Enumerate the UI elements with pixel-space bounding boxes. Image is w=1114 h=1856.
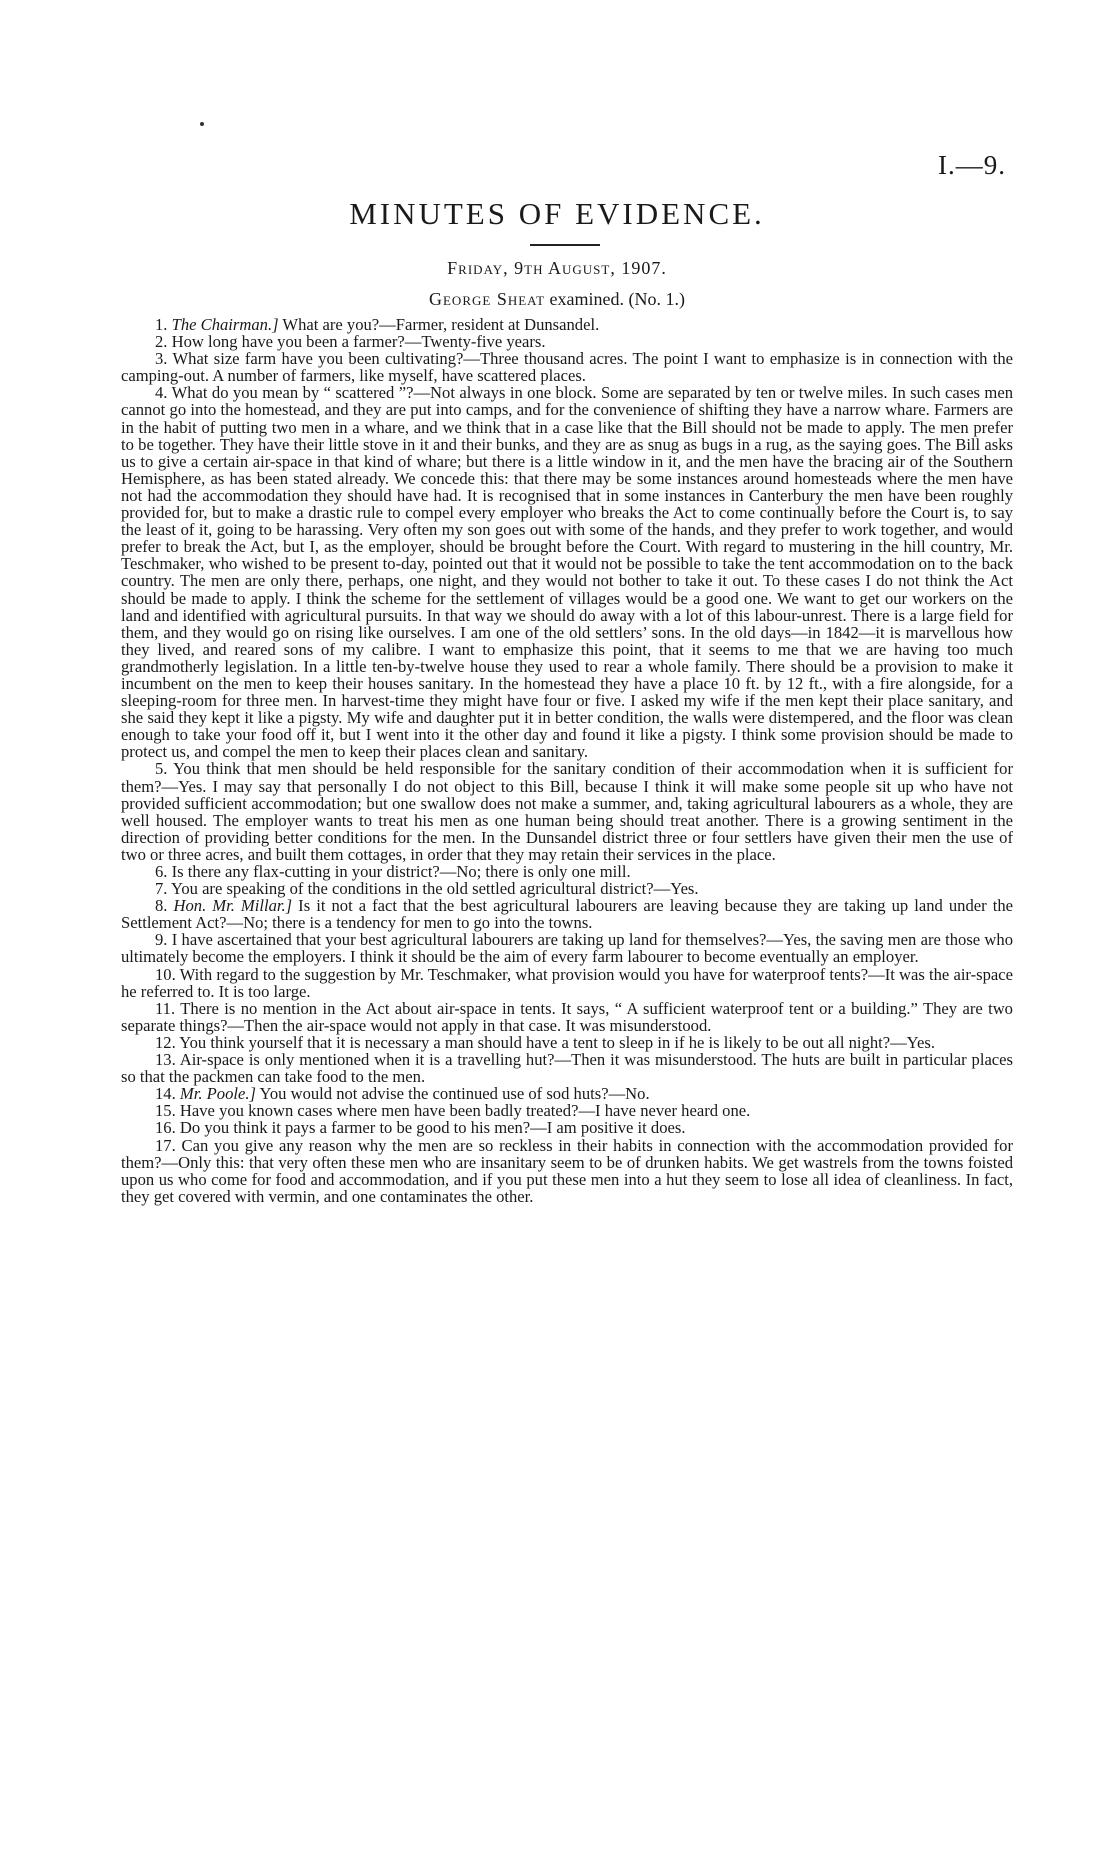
question-paragraph bbox=[121, 863, 1013, 880]
page-reference: I.—9. bbox=[938, 150, 1006, 180]
question-text: There is no mention in the Act about air-space in tents. It says, “ A sufficient waterproof tent or a building.” They are two separate things?—Then the air-space would not apply in that case. It was misunderstood. bbox=[121, 998, 1013, 1035]
question-number: 17. bbox=[155, 1135, 176, 1155]
question-paragraph bbox=[121, 760, 1013, 863]
question-paragraph bbox=[121, 1119, 1013, 1136]
question-paragraph bbox=[121, 1085, 1013, 1102]
question-number: 1. bbox=[155, 315, 168, 334]
witness-name: George Sheat bbox=[428, 289, 546, 309]
speaker-name: Mr. Poole.] bbox=[179, 1084, 256, 1104]
print-speck bbox=[200, 122, 204, 126]
question-number: 2. bbox=[155, 332, 168, 352]
question-text: How long have you been a farmer?—Twenty-five years. bbox=[171, 332, 546, 352]
question-text: Can you give any reason why the men are so reckless in their habits in connection with the accommodation provided for them?—Only this: that very often these men who are insanitary seem to be of drunken habits. We get wastrels from the towns foisted upon us who come for food and accommodation, and if you put these men into a hut they seem to lose all idea of cleanliness. In fact, they get covered with vermin, and one contaminates the other. bbox=[121, 1135, 1014, 1206]
witness-heading bbox=[0, 289, 1114, 310]
title-divider bbox=[530, 244, 600, 246]
question-number: 12. bbox=[155, 1032, 176, 1052]
question-number: 9. bbox=[155, 930, 168, 950]
question-number: 16. bbox=[155, 1118, 176, 1138]
question-paragraph bbox=[121, 1102, 1013, 1119]
question-number: 6. bbox=[155, 862, 168, 881]
question-paragraph bbox=[121, 1051, 1013, 1085]
question-number: 4. bbox=[155, 383, 168, 403]
session-date: Friday, 9th August, 1907. bbox=[447, 258, 667, 278]
question-number: 15. bbox=[155, 1101, 176, 1121]
page-title: MINUTES OF EVIDENCE. bbox=[349, 196, 765, 231]
question-number: 11. bbox=[155, 998, 176, 1018]
question-text: With regard to the suggestion by Mr. Teschmaker, what provision would you have for waterproof tents?—It was the air-space he referred to. It is too large. bbox=[121, 964, 1013, 1001]
question-number: 13. bbox=[155, 1050, 176, 1070]
speaker-name: The Chairman.] bbox=[171, 315, 279, 334]
question-text: What are you?—Farmer, resident at Dunsandel. bbox=[282, 315, 600, 334]
question-number: 10. bbox=[155, 964, 176, 984]
question-text: You think yourself that it is necessary a man should have a tent to sleep in if he is likely to be out all night?—Yes. bbox=[179, 1032, 935, 1052]
question-number: 14. bbox=[155, 1084, 176, 1104]
question-text: What do you mean by “ scattered ”?—Not always in one block. Some are separated by ten or twelve miles. In such cases men cannot go into the homestead, and they are put into camps, and for the convenience of shifting they have a narrow whare. Farmers are in the habit of putting two men in a whare, and we think that in a case like that the Bill should not be made to apply. The men prefer to be together. They have their little stove in it and their bunks, and they are as snug as bugs in a rug, as the saying goes. The Bill asks us to give a certain air-space in that kind of whare; but there is a little window in it, and the men have the bracing air of the Southern Hemisphere, as has been stated already. We concede this: that there may be some instances around homesteads where the men have not had the accommodation they should have had. It is recognised that in some instances in Canterbury the men have been roughly provided for, but to make a drastic rule to compel every employer who breaks the Act to come continually before the Court is, to say the least of it, going to be harassing. Very often my son goes out with some of the hands, and they prefer to work together, and would prefer to break the Act, but I, as the employer, should be brought before the Court. With regard to mustering in the hill country, Mr. Teschmaker, who wished to be present to-day, pointed out that it would not be possible to take the tent accommodation on to the back country. The men are only there, perhaps, one night, and they would not bother to take it out. To these cases I do not think the Act should be made to apply. I think the scheme for the settlement of villages would be a good one. We want to get our workers on the land and identified with agricultural pursuits. In that way we should do away with a lot of this labour-unrest. There is a large field for them, and they would go on rising like ourselves. I am one of the old settlers’ sons. In the old days—in 1842—it is marvellous how they lived, and reared sons of my calibre. I want to emphasize this point, that it seems to me that we are having too much grandmotherly legislation. In a little ten-by-twelve house they used to rear a whole family. There should be a provision to make it incumbent on the men to keep their houses sanitary. In the homestead they have a place 10 ft. by 12 ft., with a fire alongside, for a sleeping-room for three men. In harvest-time they might have four or five. I asked my wife if the men kept their place sanitary, and she said they kept it like a pigsty. My wife and daughter put it in better condition, the walls were distempered, and the floor was clean enough to take your food off it, but I went into it the other day and found it like a pigsty. I think some provision should be made to protect us, and compel the men to keep their places clean and sanitary. bbox=[121, 383, 1013, 762]
question-text: You think that men should be held responsible for the sanitary condition of their accommodation when it is sufficient for them?—Yes. I may say that personally I do not object to this Bill, because I think it will make some people sit up who have not provided sufficient accommodation; but one swallow does not make a summer, and, taking agricultural labourers as a whole, they are well housed. The employer wants to treat his men as one human being should treat another. There is a growing sentiment in the direction of providing better conditions for the men. In the Dunsandel district three or four settlers have given their men the use of two or three acres, and built them cottages, in order that they may retain their services in the place. bbox=[121, 759, 1013, 864]
question-paragraph bbox=[121, 897, 1013, 931]
question-text: Is it not a fact that the best agricultural labourers are leaving because they are taking up land under the Settlement Act?—No; there is a tendency for men to go into the towns. bbox=[121, 896, 1013, 933]
question-number: 3. bbox=[155, 349, 168, 369]
question-paragraph bbox=[121, 350, 1013, 384]
question-text: What size farm have you been cultivating?—Three thousand acres. The point I want to emphasize is in connection with the camping-out. A number of farmers, like myself, have scattered places. bbox=[121, 349, 1013, 386]
question-text: Have you known cases where men have been badly treated?—I have never heard one. bbox=[179, 1101, 751, 1121]
speaker-name: Hon. Mr. Millar.] bbox=[173, 896, 293, 916]
question-paragraph bbox=[121, 880, 1013, 897]
question-text: I have ascertained that your best agricultural labourers are taking up land for themselves?—Yes, the saving men are those who ultimately become the employers. I think it should be the aim of every farm labourer to become eventually an employer. bbox=[121, 930, 1013, 967]
question-text: You are speaking of the conditions in the old settled agricultural district?—Yes. bbox=[171, 879, 699, 899]
question-paragraph bbox=[121, 333, 1013, 350]
question-paragraph bbox=[121, 966, 1013, 1000]
question-paragraph bbox=[121, 1000, 1013, 1034]
question-paragraph bbox=[121, 931, 1013, 965]
question-text: Air-space is only mentioned when it is a travelling hut?—Then it was misunderstood. The huts are built in particular places so that the packmen can take food to the men. bbox=[121, 1050, 1013, 1087]
witness-suffix: examined. (No. 1.) bbox=[545, 289, 686, 309]
evidence-body bbox=[121, 316, 1013, 1205]
question-number: 5. bbox=[155, 759, 168, 779]
question-paragraph bbox=[121, 384, 1013, 760]
question-paragraph bbox=[121, 316, 1013, 333]
question-text: Do you think it pays a farmer to be good to his men?—I am positive it does. bbox=[179, 1118, 686, 1138]
question-text: You would not advise the continued use of sod huts?—No. bbox=[259, 1084, 650, 1104]
question-paragraph bbox=[121, 1137, 1013, 1205]
question-text: Is there any flax-cutting in your district?—No; there is only one mill. bbox=[171, 862, 631, 881]
question-number: 8. bbox=[155, 896, 168, 916]
question-number: 7. bbox=[155, 879, 168, 899]
question-paragraph bbox=[121, 1034, 1013, 1051]
